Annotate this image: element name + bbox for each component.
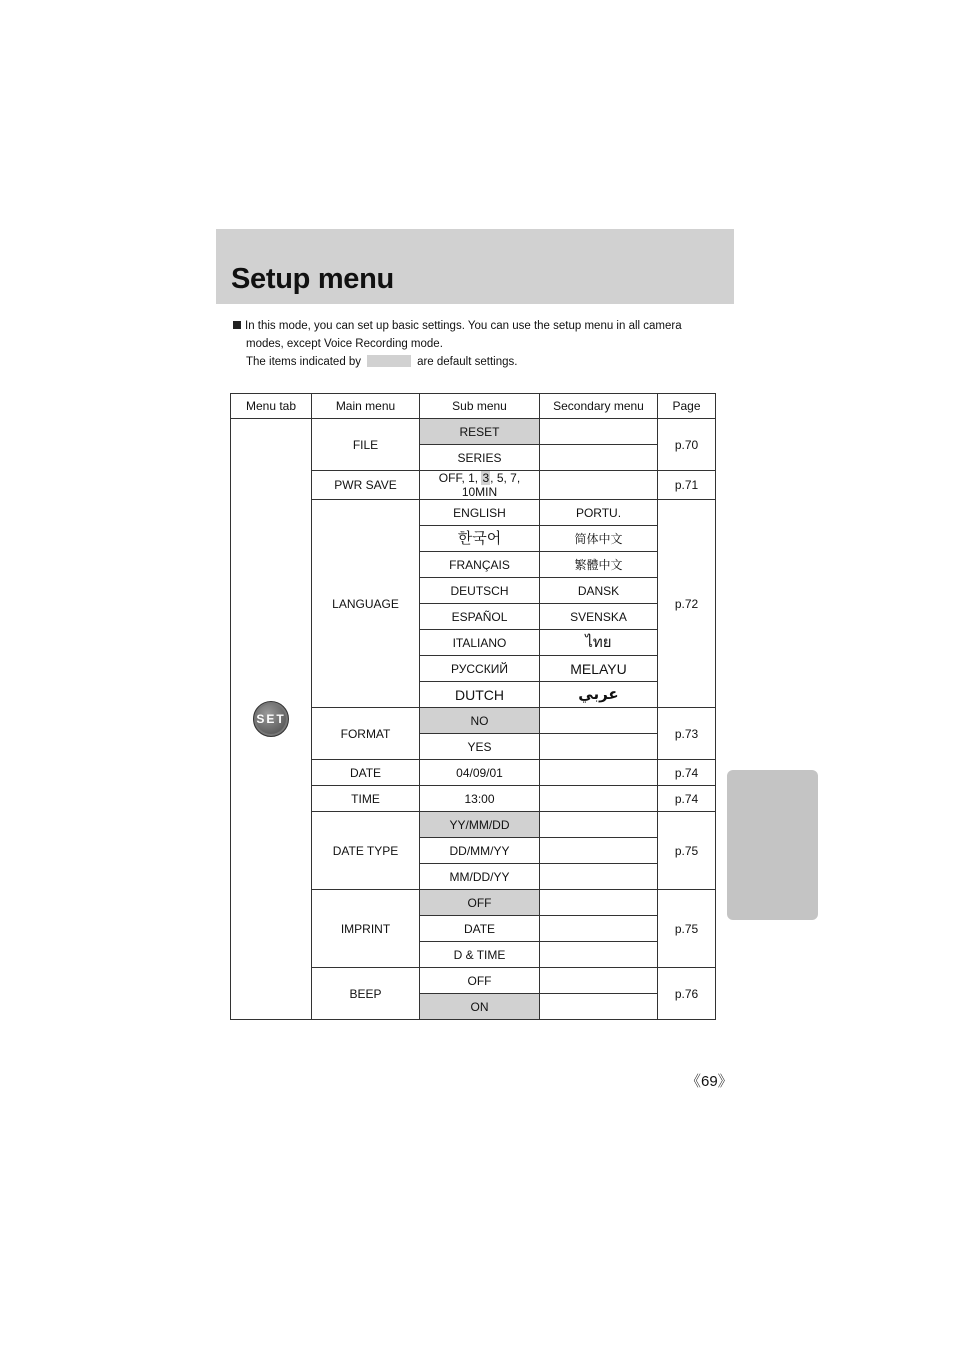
page-number: 《69》 bbox=[686, 1073, 733, 1090]
main-menu-imprint: IMPRINT bbox=[312, 890, 420, 968]
secondary-menu-cell bbox=[540, 708, 658, 734]
sub-menu-date: DATE bbox=[420, 916, 540, 942]
menu-tab-cell bbox=[231, 419, 312, 1020]
sub-menu-off: OFF bbox=[420, 890, 540, 916]
sub-menu-language: ENGLISH bbox=[420, 500, 540, 526]
page-ref: p.73 bbox=[658, 708, 716, 760]
secondary-menu-cell bbox=[540, 419, 658, 445]
sub-menu-language: РУССКИЙ bbox=[420, 656, 540, 682]
secondary-menu-language: 简体中文 bbox=[540, 526, 658, 552]
intro-line3: The items indicated by are default settings. bbox=[246, 356, 518, 368]
secondary-menu-language: SVENSKA bbox=[540, 604, 658, 630]
main-menu-pwr-save: PWR SAVE bbox=[312, 471, 420, 500]
sub-menu-yy-mm-dd: YY/MM/DD bbox=[420, 812, 540, 838]
secondary-menu-cell bbox=[540, 786, 658, 812]
page-ref: p.75 bbox=[658, 890, 716, 968]
secondary-menu-cell bbox=[540, 864, 658, 890]
bullet-icon bbox=[233, 321, 241, 329]
main-menu-date: DATE bbox=[312, 760, 420, 786]
sub-menu-off: OFF bbox=[420, 968, 540, 994]
secondary-menu-language: DANSK bbox=[540, 578, 658, 604]
sub-menu-date: 04/09/01 bbox=[420, 760, 540, 786]
sub-menu-language: 한국어 bbox=[420, 526, 540, 552]
sub-menu-time: 13:00 bbox=[420, 786, 540, 812]
main-menu-time: TIME bbox=[312, 786, 420, 812]
page-title: Setup menu bbox=[231, 263, 394, 295]
main-menu-format: FORMAT bbox=[312, 708, 420, 760]
set-icon: SET bbox=[253, 701, 289, 737]
intro-line2: modes, except Voice Recording mode. bbox=[246, 338, 443, 350]
col-header-main-menu: Main menu bbox=[312, 394, 420, 419]
secondary-menu-cell bbox=[540, 838, 658, 864]
page-ref: p.74 bbox=[658, 786, 716, 812]
sub-menu-language: DEUTSCH bbox=[420, 578, 540, 604]
sub-menu-d-time: D & TIME bbox=[420, 942, 540, 968]
sub-menu-on: ON bbox=[420, 994, 540, 1020]
secondary-menu-cell bbox=[540, 994, 658, 1020]
secondary-menu-cell bbox=[540, 968, 658, 994]
secondary-menu-cell bbox=[540, 445, 658, 471]
secondary-menu-language: MELAYU bbox=[540, 656, 658, 682]
intro-line1: In this mode, you can set up basic settings. You can use the setup menu in all camera bbox=[245, 320, 682, 332]
sub-menu-language: FRANÇAIS bbox=[420, 552, 540, 578]
main-menu-file: FILE bbox=[312, 419, 420, 471]
secondary-menu-cell bbox=[540, 916, 658, 942]
page-ref: p.75 bbox=[658, 812, 716, 890]
default-swatch bbox=[367, 355, 411, 367]
main-menu-beep: BEEP bbox=[312, 968, 420, 1020]
col-header-page: Page bbox=[658, 394, 716, 419]
sub-menu-mm-dd-yy: MM/DD/YY bbox=[420, 864, 540, 890]
setup-menu-table bbox=[230, 393, 716, 1020]
page-ref: p.76 bbox=[658, 968, 716, 1020]
header-row bbox=[231, 394, 716, 419]
secondary-menu-cell bbox=[540, 812, 658, 838]
secondary-menu-cell bbox=[540, 890, 658, 916]
secondary-menu-language: 繁體中文 bbox=[540, 552, 658, 578]
sub-menu-dd-mm-yy: DD/MM/YY bbox=[420, 838, 540, 864]
sub-menu-yes: YES bbox=[420, 734, 540, 760]
page-ref: p.71 bbox=[658, 471, 716, 500]
secondary-menu-cell bbox=[540, 471, 658, 500]
page-ref: p.70 bbox=[658, 419, 716, 471]
col-header-secondary-menu: Secondary menu bbox=[540, 394, 658, 419]
sub-menu-reset: RESET bbox=[420, 419, 540, 445]
secondary-menu-cell bbox=[540, 760, 658, 786]
page-ref: p.72 bbox=[658, 500, 716, 708]
chapter-side-tab bbox=[727, 770, 818, 920]
sub-menu-no: NO bbox=[420, 708, 540, 734]
secondary-menu-cell bbox=[540, 942, 658, 968]
sub-menu-language: ESPAÑOL bbox=[420, 604, 540, 630]
sub-menu-language: DUTCH bbox=[420, 682, 540, 708]
col-header-menu-tab: Menu tab bbox=[231, 394, 312, 419]
col-header-sub-menu: Sub menu bbox=[420, 394, 540, 419]
secondary-menu-cell bbox=[540, 734, 658, 760]
secondary-menu-language: PORTU. bbox=[540, 500, 658, 526]
sub-menu-pwr-save: OFF, 1, 3, 5, 7, 10MIN bbox=[420, 471, 540, 500]
intro-text bbox=[233, 317, 703, 371]
table-row bbox=[231, 419, 716, 445]
main-menu-date-type: DATE TYPE bbox=[312, 812, 420, 890]
main-menu-language: LANGUAGE bbox=[312, 500, 420, 708]
secondary-menu-language: ไทย bbox=[540, 630, 658, 656]
sub-menu-language: ITALIANO bbox=[420, 630, 540, 656]
default-value: 3 bbox=[482, 471, 490, 485]
secondary-menu-language: عربي bbox=[540, 682, 658, 708]
sub-menu-series: SERIES bbox=[420, 445, 540, 471]
page-ref: p.74 bbox=[658, 760, 716, 786]
